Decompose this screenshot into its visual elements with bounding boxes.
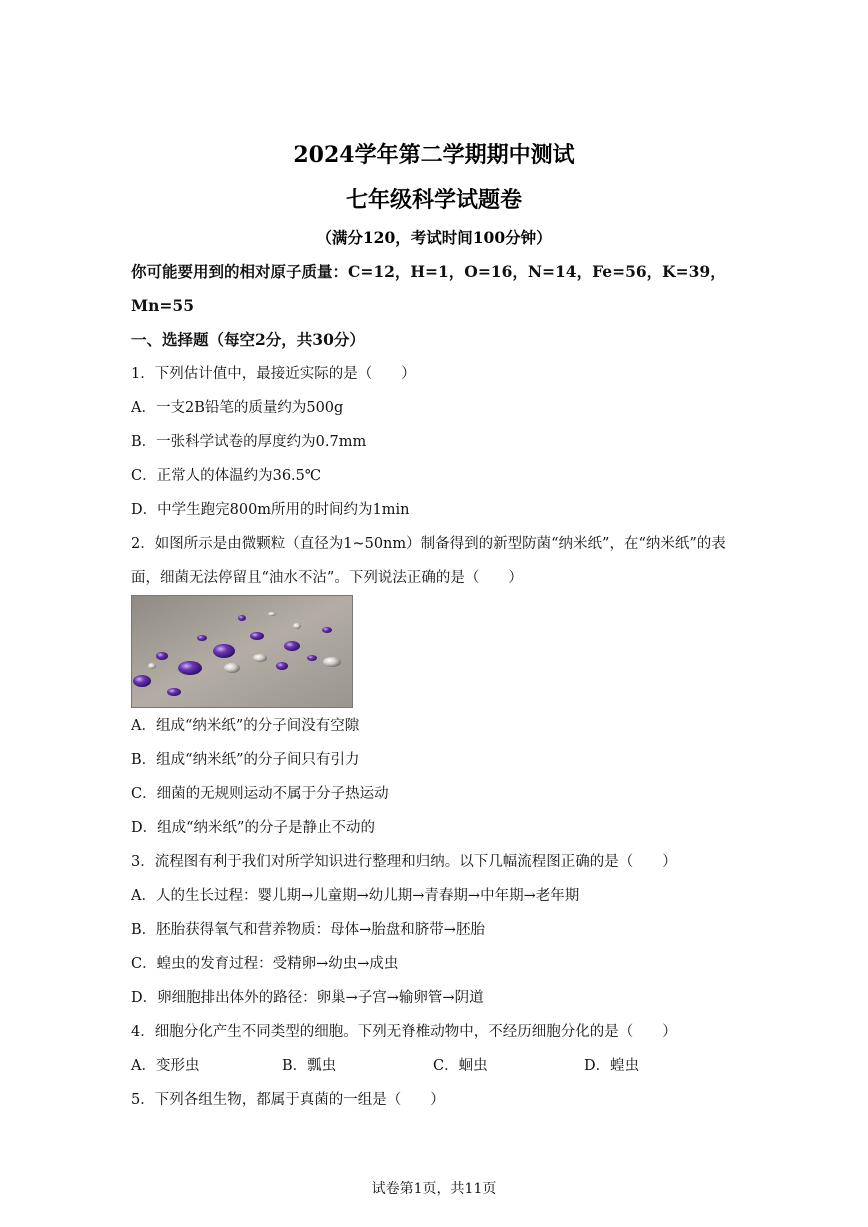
atomic-masses-line2: Mn=55: [131, 296, 194, 315]
q4-option-b: B．瓢虫: [282, 1058, 337, 1074]
exam-title: 2024学年第二学期期中测试: [293, 142, 575, 168]
q1-option-d: D．中学生跑完800m所用的时间约为1min: [131, 502, 410, 518]
q2-stem-line2: 面，细菌无法停留且“油水不沾”。下列说法正确的是（ ）: [131, 570, 523, 586]
q3-option-a: A．人的生长过程：婴儿期→儿童期→幼儿期→青春期→中年期→老年期: [131, 888, 580, 904]
page-footer: 试卷第1页，共11页: [371, 1181, 497, 1197]
q2-option-d: D．组成“纳米纸”的分子是静止不动的: [131, 820, 375, 836]
q3-stem: 3．流程图有利于我们对所学知识进行整理和归纳。以下几幅流程图正确的是（ ）: [131, 854, 677, 870]
q4-options-row: [131, 1056, 639, 1076]
q4-option-d: D．蝗虫: [584, 1058, 640, 1074]
q2-stem-line1: 2．如图所示是由微颗粒（直径为1~50nm）制备得到的新型防菌“纳米纸”，在“纳米纸”的表: [131, 536, 726, 552]
q1-stem: 1．下列估计值中，最接近实际的是（ ）: [131, 366, 416, 382]
q4-option-a: A．变形虫: [131, 1058, 200, 1074]
nano-paper-droplets-photo: [131, 595, 353, 708]
q1-option-b: B．一张科学试卷的厚度约为0.7mm: [131, 434, 367, 450]
q3-option-b: B．胚胎获得氧气和营养物质：母体→胎盘和脐带→胚胎: [131, 922, 485, 938]
q2-option-b: B．组成“纳米纸”的分子间只有引力: [131, 752, 360, 768]
q5-stem: 5．下列各组生物，都属于真菌的一组是（ ）: [131, 1092, 445, 1108]
exam-subtitle: 七年级科学试题卷: [345, 187, 522, 213]
q1-option-a: A．一支2B铅笔的质量约为500g: [131, 400, 344, 416]
q4-stem: 4．细胞分化产生不同类型的细胞。下列无脊椎动物中，不经历细胞分化的是（ ）: [131, 1024, 677, 1040]
section-heading: 一、选择题（每空2分，共30分）: [131, 330, 365, 349]
q2-option-a: A．组成“纳米纸”的分子间没有空隙: [131, 718, 360, 734]
q2-option-c: C．细菌的无规则运动不属于分子热运动: [131, 786, 389, 802]
q4-option-c: C．蛔虫: [433, 1058, 488, 1074]
q3-option-c: C．蝗虫的发育过程：受精卵→幼虫→成虫: [131, 956, 399, 972]
exam-score-time: （满分120，考试时间100分钟）: [316, 228, 552, 247]
atomic-masses-line1: 你可能要用到的相对原子质量：C=12，H=1，O=16，N=14，Fe=56，K=39，: [131, 262, 726, 281]
q1-option-c: C．正常人的体温约为36.5℃: [131, 468, 322, 484]
q3-option-d: D．卵细胞排出体外的路径：卵巢→子宫→输卵管→阴道: [131, 990, 484, 1006]
